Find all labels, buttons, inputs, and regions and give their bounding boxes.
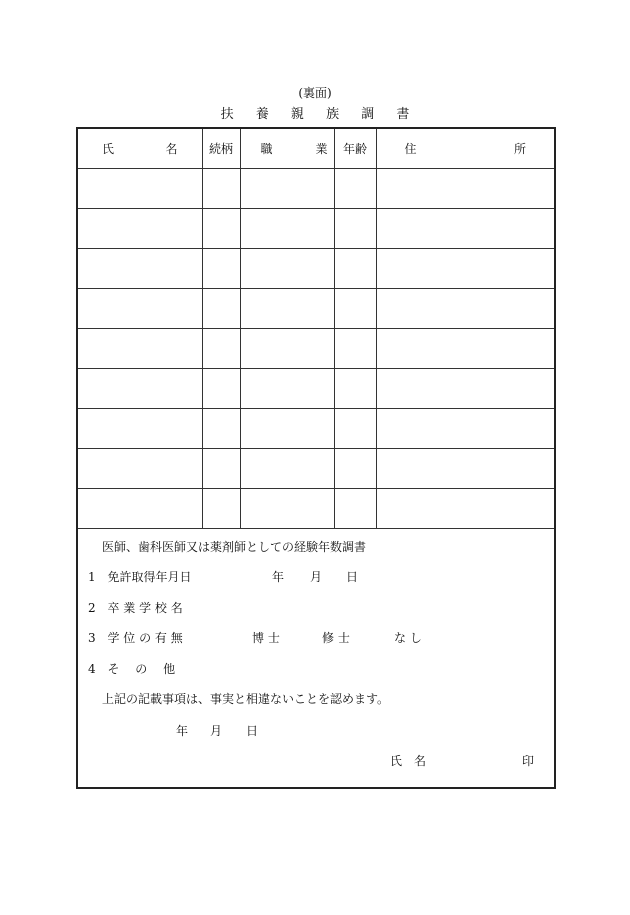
license-month: 月 (310, 570, 323, 584)
table-cell[interactable] (376, 489, 554, 529)
table-cell[interactable] (334, 489, 376, 529)
item-label: 学 位 の 有 無 (107, 631, 183, 645)
table-cell[interactable] (376, 329, 554, 369)
col-header-age: 年齢 (334, 129, 376, 169)
table-row (78, 249, 554, 289)
title-char: 調 (361, 107, 375, 122)
item-other (88, 660, 175, 677)
table-cell[interactable] (240, 329, 334, 369)
table-cell[interactable] (202, 289, 240, 329)
item-label: 免許取得年月日 (107, 570, 192, 584)
table-row (78, 289, 554, 329)
page-title (0, 103, 630, 122)
item-number: 2 (88, 601, 96, 615)
table-cell[interactable] (334, 169, 376, 209)
table-cell[interactable] (376, 209, 554, 249)
table-row (78, 369, 554, 409)
table-cell[interactable] (78, 249, 202, 289)
table-cell[interactable] (78, 169, 202, 209)
seal-mark: 印 (522, 754, 535, 768)
table-cell[interactable] (240, 169, 334, 209)
table-cell[interactable] (240, 289, 334, 329)
dependents-table (78, 129, 554, 529)
degree-option-master: 修 士 (322, 631, 350, 645)
table-cell[interactable] (202, 369, 240, 409)
table-row (78, 209, 554, 249)
table-cell[interactable] (240, 449, 334, 489)
certification-statement: 上記の記載事項は、事実と相違ないことを認めます。 (102, 692, 390, 706)
table-cell[interactable] (334, 249, 376, 289)
table-cell[interactable] (78, 449, 202, 489)
table-cell[interactable] (78, 489, 202, 529)
date-day: 日 (246, 724, 259, 738)
col-header-name: 氏 名 (78, 129, 202, 169)
title-char: 族 (326, 107, 340, 122)
table-cell[interactable] (334, 369, 376, 409)
table-cell[interactable] (334, 289, 376, 329)
table-cell[interactable] (78, 209, 202, 249)
page-subtitle: (裏面) (298, 86, 332, 100)
table-cell[interactable] (202, 409, 240, 449)
form-box (76, 127, 556, 789)
item-number: 1 (88, 570, 96, 584)
title-char: 書 (396, 107, 410, 122)
table-cell[interactable] (202, 169, 240, 209)
table-row (78, 449, 554, 489)
table-cell[interactable] (376, 169, 554, 209)
table-cell[interactable] (376, 409, 554, 449)
signature-name-label: 氏 名 (390, 754, 427, 768)
table-cell[interactable] (376, 449, 554, 489)
date-month: 月 (210, 724, 223, 738)
item-license-date (88, 568, 191, 585)
table-cell[interactable] (334, 209, 376, 249)
table-cell[interactable] (240, 249, 334, 289)
item-number: 4 (88, 662, 96, 676)
item-school (88, 599, 183, 616)
title-char: 養 (255, 107, 269, 122)
degree-option-none: な し (394, 631, 422, 645)
table-cell[interactable] (78, 369, 202, 409)
table-row (78, 489, 554, 529)
table-cell[interactable] (202, 489, 240, 529)
col-header-occupation: 職 業 (240, 129, 334, 169)
license-year: 年 (272, 570, 285, 584)
table-cell[interactable] (334, 409, 376, 449)
item-label: 卒 業 学 校 名 (107, 601, 183, 615)
table-cell[interactable] (78, 289, 202, 329)
item-label: そ の 他 (107, 662, 176, 676)
table-row (78, 409, 554, 449)
table-cell[interactable] (376, 289, 554, 329)
table-row (78, 329, 554, 369)
license-day: 日 (346, 570, 359, 584)
table-cell[interactable] (376, 249, 554, 289)
table-cell[interactable] (240, 409, 334, 449)
table-cell[interactable] (240, 489, 334, 529)
item-number: 3 (88, 631, 96, 645)
degree-option-doctor: 博 士 (252, 631, 280, 645)
table-cell[interactable] (240, 369, 334, 409)
table-cell[interactable] (376, 369, 554, 409)
table-row (78, 169, 554, 209)
table-cell[interactable] (202, 209, 240, 249)
table-cell[interactable] (78, 409, 202, 449)
table-cell[interactable] (78, 329, 202, 369)
table-header-row (78, 129, 554, 169)
table-cell[interactable] (202, 329, 240, 369)
table-cell[interactable] (334, 329, 376, 369)
col-header-address: 住 所 (376, 129, 554, 169)
item-degree (88, 629, 183, 646)
table-cell[interactable] (202, 249, 240, 289)
table-cell[interactable] (334, 449, 376, 489)
title-char: 扶 (220, 107, 234, 122)
table-cell[interactable] (202, 449, 240, 489)
table-cell[interactable] (240, 209, 334, 249)
experience-heading: 医師、歯科医師又は薬剤師としての経験年数調書 (102, 540, 367, 554)
col-header-relation: 続柄 (202, 129, 240, 169)
title-char: 親 (290, 107, 304, 122)
date-year: 年 (176, 724, 189, 738)
